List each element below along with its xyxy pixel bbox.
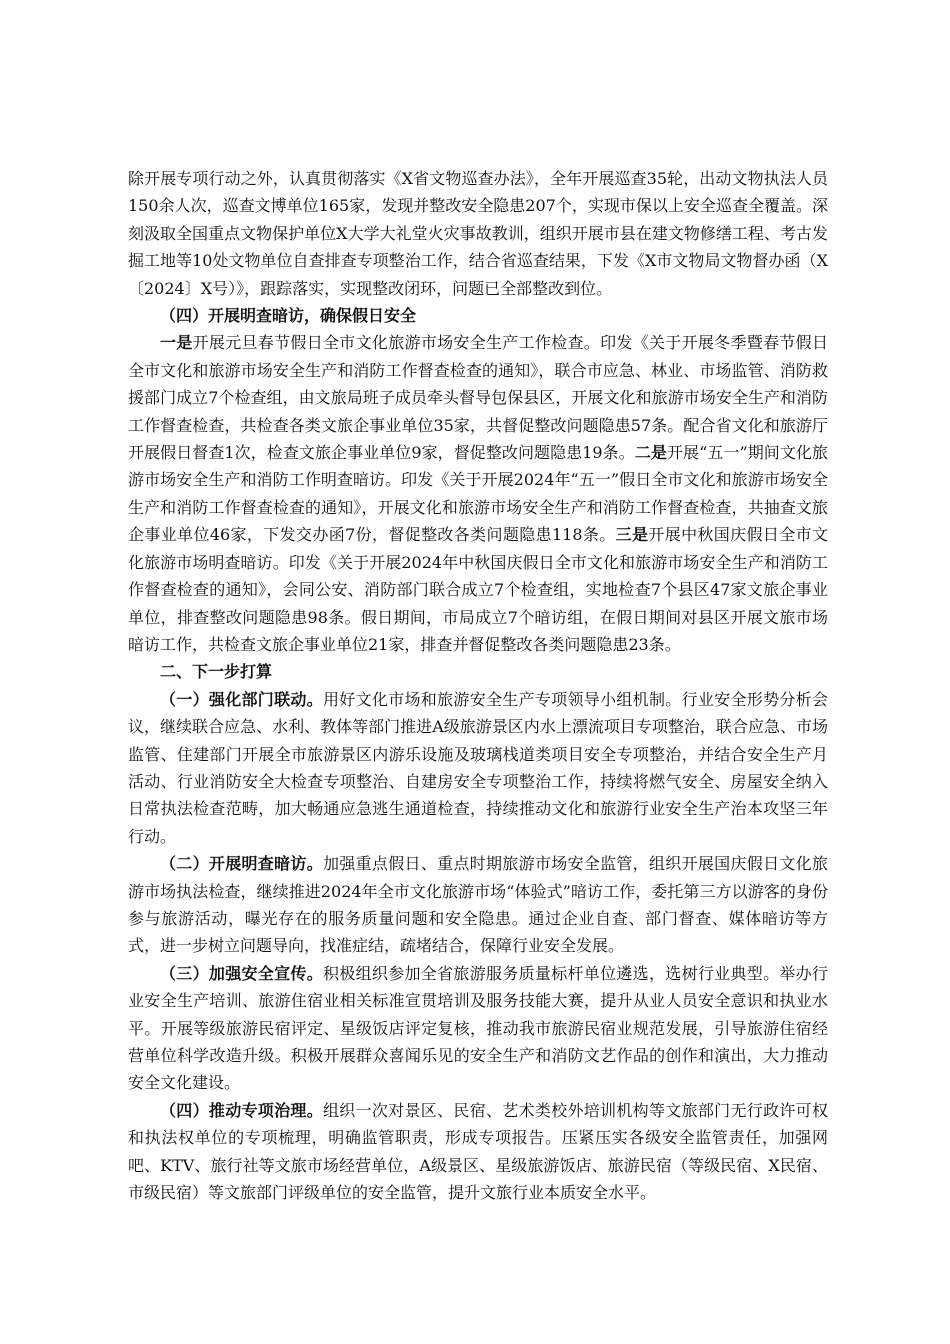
intro-paragraph: 除开展专项行动之外，认真贯彻落实《X省文物巡查办法》，全年开展巡查35轮，出动文物执法人员150余人次，巡查文博单位165家，发现并整改安全隐患207个，实现市保以上安全巡查全覆盖。深刻汲取全国重点文物保护单位X大学大礼堂火灾事故教训，组织开展市县在建文物修缮工程、考古发掘工地等10处文物单位自查排查专项整治工作，结合省巡查结果，下发《X市文物局文物督办函（X〔2024〕X号）》，跟踪落实，实现整改闭环，问题已全部整改到位。 (128, 169, 828, 298)
plan-paragraph-3 (128, 960, 828, 1097)
section-four-text-2: 开展“五一”期间文化旅游市场安全生产和消防工作明查暗访。印发《关于开展2024年“五一”假日全市文化和旅游市场安全生产和消防工作督查检查的通知》，开展文化和旅游市场安全生产和消防工作督查检查，共抽查文旅企事业单位46家，下发交办函7份，督促整改各类问题隐患118条。 (128, 443, 828, 545)
lead-third: 三是 (615, 525, 649, 545)
section-four-heading: （四）开展明查暗访，确保假日安全 (160, 306, 417, 326)
plan-text-2: 加强重点假日、重点时期旅游市场安全监管，组织开展国庆假日文化旅游市场执法检查，继续推进2024年全市文化旅游市场“体验式”暗访工作，委托第三方以游客的身份参与旅游活动，曝光存在的服务质量问题和安全隐患。通过企业自查、部门督查、媒体暗访等方式，进一步树立问题导向，找准症结，疏堵结合，保障行业安全发展。 (128, 854, 828, 956)
section-four-text-3: 开展中秋国庆假日全市文化旅游市场明查暗访。印发《关于开展2024年中秋国庆假日全市文化和旅游市场安全生产和消防工作督查检查的通知》，会同公安、消防部门联合成立7个检查组，实地检查7个县区47家文旅企事业单位，排查整改问题隐患98条。假日期间，市局成立7个暗访组，在假日期间对县区开展文旅市场暗访工作，共检查文旅企事业单位21家，排查并督促整改各类问题隐患23条。 (128, 525, 828, 654)
plan-text-1: 用好文化市场和旅游安全生产专项领导小组机制。行业安全形势分析会议，继续联合应急、水利、教体等部门推进A级旅游景区内水上漂流项目专项整治，联合应急、市场监管、住建部门开展全市旅游景区内游乐设施及玻璃栈道类项目安全专项整治，并结合安全生产月活动、行业消防安全大检查专项整治、自建房安全专项整治工作，持续将燃气安全、房屋安全纳入日常执法检查范畴，加大畅通应急逃生通道检查，持续推动文化和旅游行业安全生产治本攻坚三年行动。 (128, 689, 828, 846)
plan-title-4: （四）推动专项治理。 (160, 1100, 323, 1120)
lead-first: 一是 (160, 333, 193, 353)
document-page (128, 165, 828, 1206)
section-four-paragraph (128, 329, 828, 658)
section-four-text-1: 开展元旦春节假日全市文化旅游市场安全生产工作检查。印发《关于开展冬季暨春节假日全市文化和旅游市场安全生产和消防工作督查检查的通知》，联合市应急、林业、市场监管、消防救援部门成立7个检查组，由文旅局班子成员牵头督导包保县区，开展文化和旅游市场安全生产和消防工作督查检查，共检查各类文旅企事业单位35家，共督促整改问题隐患57条。配合省文化和旅游厅开展假日督查1次，检查文旅企事业单位9家，督促整改问题隐患19条。 (128, 333, 828, 463)
part-two-heading: 二、下一步打算 (160, 662, 273, 682)
lead-second: 二是 (634, 443, 667, 463)
plan-title-1: （一）强化部门联动。 (160, 689, 323, 709)
plan-title-3: （三）加强安全宣传。 (160, 963, 323, 983)
plan-paragraph-4 (128, 1097, 828, 1207)
plan-paragraph-1 (128, 686, 828, 850)
plan-text-4: 组织一次对景区、民宿、艺术类校外培训机构等文旅部门无行政许可权和执法权单位的专项梳理，明确监管职责，形成专项报告。压紧压实各级安全监管责任，加强网吧、KTV、旅行社等文旅市场经营单位，A级景区、星级旅游饭店、旅游民宿（等级民宿、X民宿、市级民宿）等文旅部门评级单位的安全监管，提升文旅行业本质安全水平。 (128, 1100, 828, 1203)
plan-paragraph-2 (128, 850, 828, 960)
plan-title-2: （二）开展明查暗访。 (160, 854, 323, 874)
plan-text-3: 积极组织参加全省旅游服务质量标杆单位遴选，选树行业典型。举办行业安全生产培训、旅游住宿业相关标准宣贯培训及服务技能大赛，提升从业人员安全意识和执业水平。开展等级旅游民宿评定、星级饭店评定复核，推动我市旅游民宿业规范发展，引导旅游住宿经营单位科学改造升级。积极开展群众喜闻乐见的安全生产和消防文艺作品的创作和演出，大力推动安全文化建设。 (128, 963, 828, 1093)
